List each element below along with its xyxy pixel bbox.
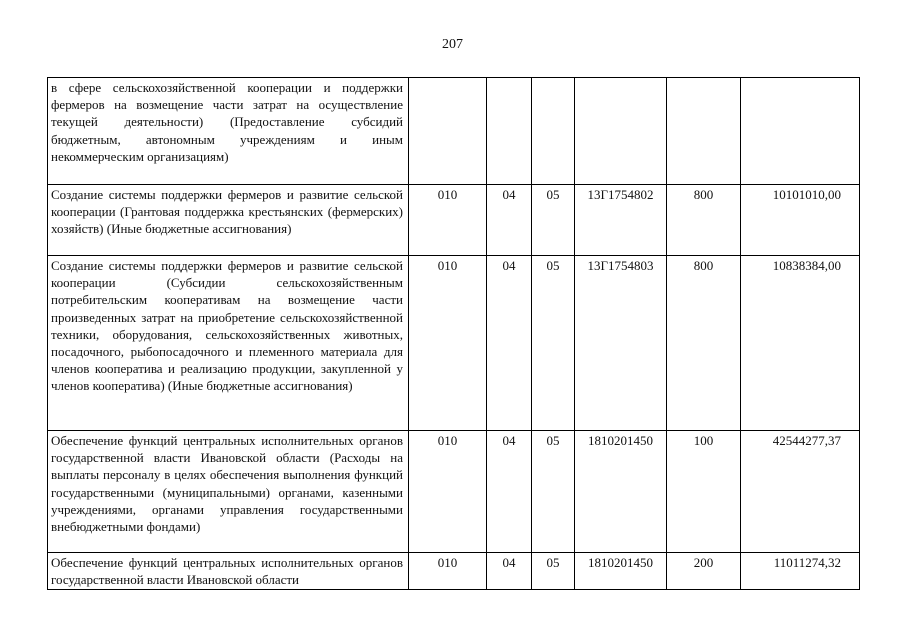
section-code xyxy=(487,78,532,185)
row-description: Обеспечение функций центральных исполнительных органов государственной власти Ивановской области xyxy=(48,553,409,590)
row-description: в сфере сельскохозяйственной кооперации и поддержки фермеров на возмещение части затрат на осуществление текущей деятельности) (Предоставление субсидий бюджетным, автономным учреждениям и иным некоммерческим организациям) xyxy=(48,78,409,185)
expense-type-code: 200 xyxy=(667,553,741,590)
section-code: 04 xyxy=(487,553,532,590)
table-row xyxy=(48,553,860,590)
page-number: 207 xyxy=(442,37,463,52)
expense-type-code: 100 xyxy=(667,431,741,553)
table-row xyxy=(48,431,860,553)
ministry-code: 010 xyxy=(409,256,487,431)
target-article-code xyxy=(575,78,667,185)
subsection-code: 05 xyxy=(532,431,575,553)
amount-value xyxy=(741,78,860,185)
section-code: 04 xyxy=(487,256,532,431)
ministry-code: 010 xyxy=(409,553,487,590)
row-description: Создание системы поддержки фермеров и развитие сельской кооперации (Грантовая поддержка крестьянских (фермерских) хозяйств) (Иные бюджетные ассигнования) xyxy=(48,185,409,256)
ministry-code: 010 xyxy=(409,185,487,256)
budget-table xyxy=(47,77,860,590)
amount-value: 42544277,37 xyxy=(741,431,860,553)
target-article-code: 13Г1754803 xyxy=(575,256,667,431)
amount-value: 10838384,00 xyxy=(741,256,860,431)
expense-type-code xyxy=(667,78,741,185)
row-description: Обеспечение функций центральных исполнительных органов государственной власти Ивановской области (Расходы на выплаты персоналу в целях обеспечения выполнения функций государственными (муниципальными) органами, казенными учреждениями, органами управления государственными внебюджетными фондами) xyxy=(48,431,409,553)
subsection-code: 05 xyxy=(532,256,575,431)
table-row xyxy=(48,185,860,256)
ministry-code xyxy=(409,78,487,185)
amount-value: 10101010,00 xyxy=(741,185,860,256)
ministry-code: 010 xyxy=(409,431,487,553)
target-article-code: 13Г1754802 xyxy=(575,185,667,256)
expense-type-code: 800 xyxy=(667,185,741,256)
table-row xyxy=(48,256,860,431)
subsection-code xyxy=(532,78,575,185)
subsection-code: 05 xyxy=(532,185,575,256)
target-article-code: 1810201450 xyxy=(575,553,667,590)
section-code: 04 xyxy=(487,431,532,553)
row-description: Создание системы поддержки фермеров и развитие сельской кооперации (Субсидии сельскохозяйственным потребительским кооперативам на возмещение части произведенных затрат на приобретение сельскохозяйственной техники, оборудования, сельскохозяйственных животных, посадочного, рыбопосадочного и племенного материала для членов кооператива и реализацию продукции, закупленной у членов кооператива) (Иные бюджетные ассигнования) xyxy=(48,256,409,431)
expense-type-code: 800 xyxy=(667,256,741,431)
subsection-code: 05 xyxy=(532,553,575,590)
table-row xyxy=(48,78,860,185)
section-code: 04 xyxy=(487,185,532,256)
amount-value: 11011274,32 xyxy=(741,553,860,590)
target-article-code: 1810201450 xyxy=(575,431,667,553)
